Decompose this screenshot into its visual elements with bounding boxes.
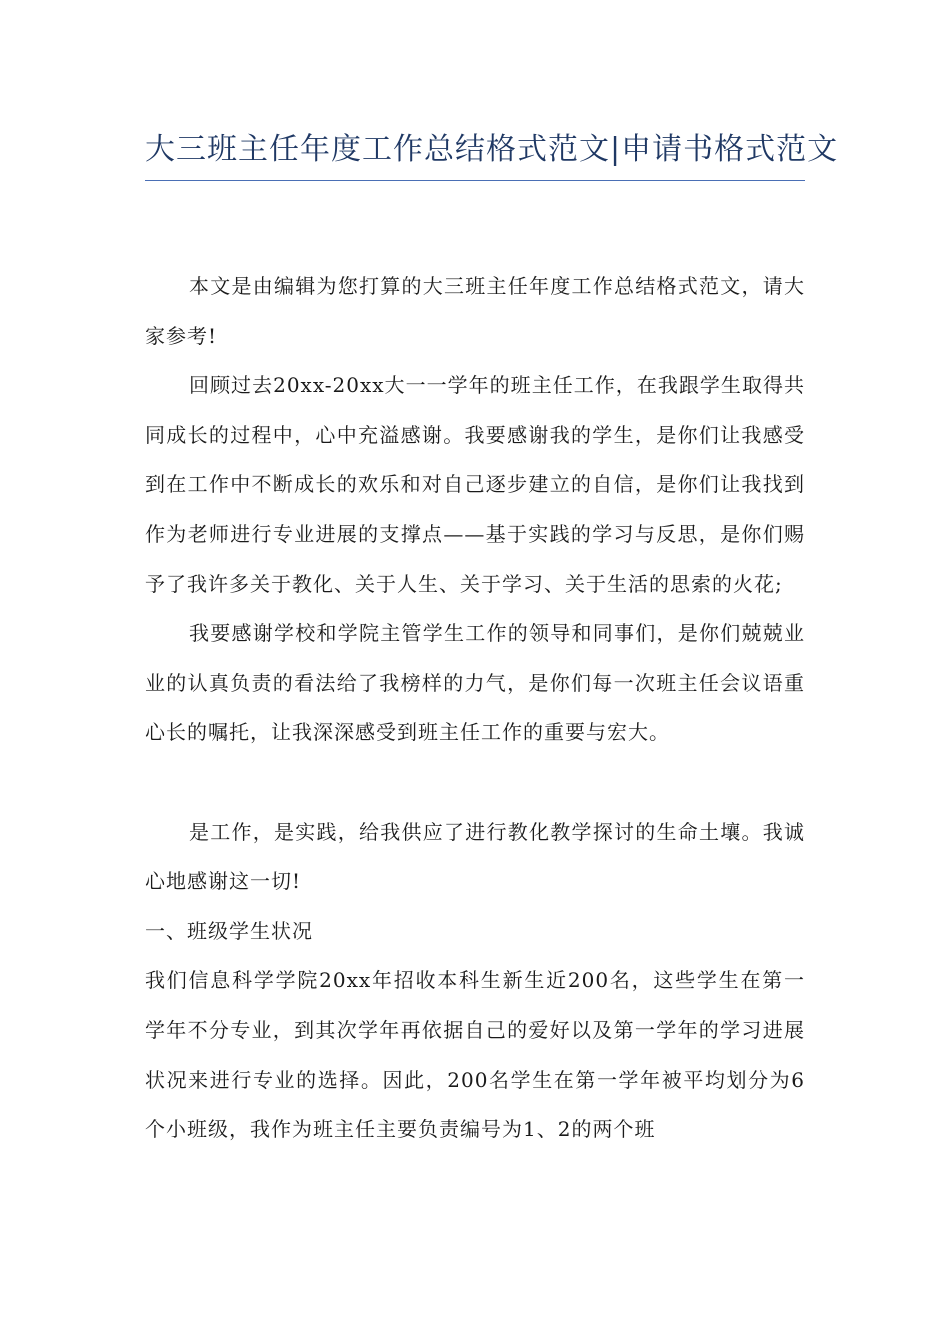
title-underline [145,180,805,181]
practice-paragraph: 是工作，是实践，给我供应了进行教化教学探讨的生命土壤。我诚心地感谢这一切! [145,819,805,894]
section-heading: 一、班级学生状况 [145,918,313,943]
class-status-paragraph: 我们信息科学学院20xx年招收本科生新生近200名，这些学生在第一学年不分专业，到其次学年再依据自己的爱好以及第一学年的学习进展状况来进行专业的选择。因此，200名学生在第一学年被平均划分为6个小班级，我作为班主任主要负责编号为1、2的两个班 [145,968,805,1142]
thanks-paragraph: 我要感谢学校和学院主管学生工作的领导和同事们，是你们兢兢业业的认真负责的看法给了我榜样的力气，是你们每一次班主任会议语重心长的嘱托，让我深深感受到班主任工作的重要与宏大。 [145,621,805,745]
paragraph-spacer [145,758,805,808]
document-body [145,262,805,1155]
document-title: 大三班主任年度工作总结格式范文|申请书格式范文 [145,132,839,167]
intro-paragraph: 本文是由编辑为您打算的大三班主任年度工作总结格式范文，请大家参考! [145,274,805,348]
review-paragraph: 回顾过去20xx-20xx大一一学年的班主任工作，在我跟学生取得共同成长的过程中，心中充溢感谢。我要感谢我的学生，是你们让我感受到在工作中不断成长的欢乐和对自己逐步建立的自信，是你们让我找到作为老师进行专业进展的支撑点——基于实践的学习与反思，是你们赐予了我许多关于教化、关于人生、关于学习、关于生活的思索的火花; [145,373,805,596]
